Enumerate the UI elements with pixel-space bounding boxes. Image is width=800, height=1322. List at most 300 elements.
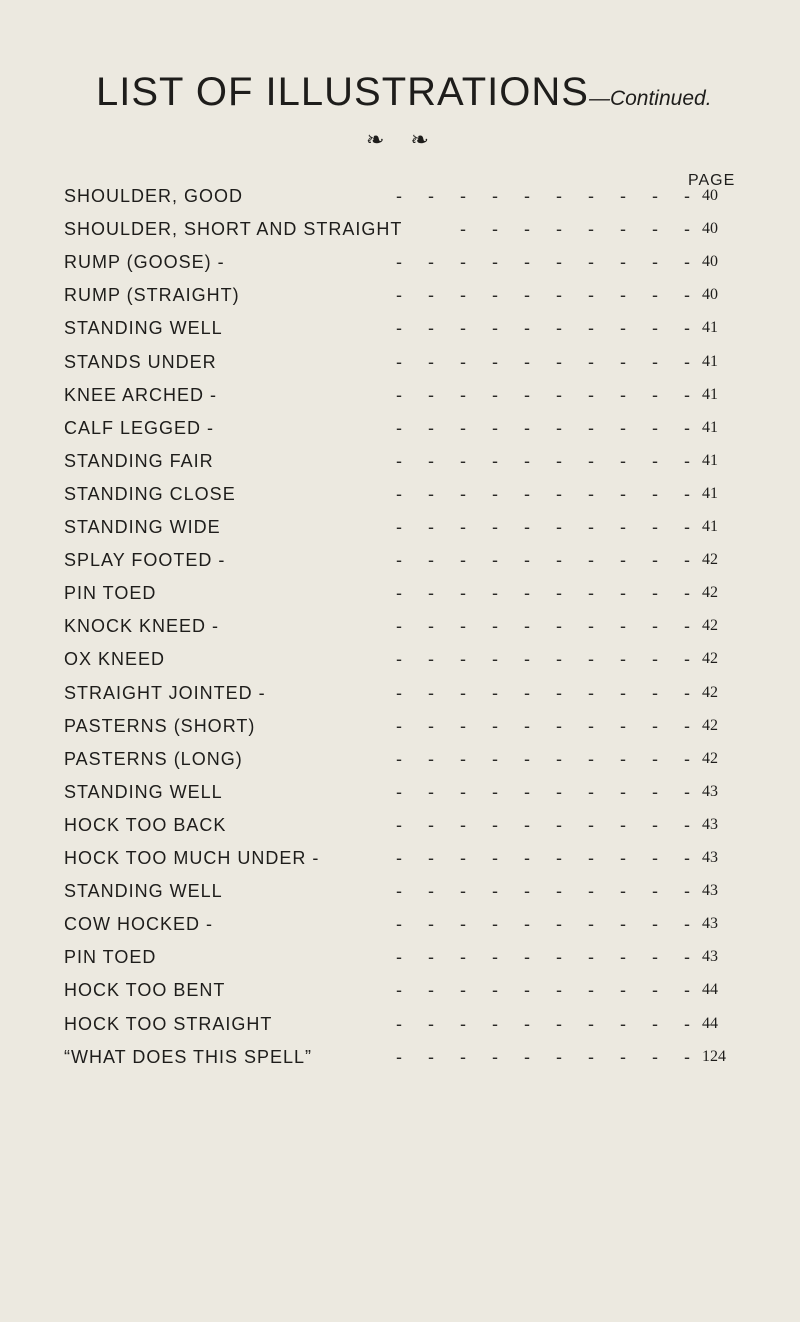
leader-dash: - xyxy=(556,947,563,968)
leader-dash: - xyxy=(684,517,691,537)
entry-label: STANDING CLOSE xyxy=(64,483,236,504)
leader-dash: - xyxy=(524,252,531,273)
leader-dash: - xyxy=(652,881,659,902)
leader-dash: - xyxy=(556,252,563,273)
leader-dash: - xyxy=(428,848,435,868)
entry-page-number: 41 xyxy=(702,451,718,469)
leader-dash: - xyxy=(492,682,499,703)
leader-dash: - xyxy=(620,715,627,736)
leader-dash: - xyxy=(492,186,499,206)
leader-dash: - xyxy=(396,682,403,703)
leader-dash: - xyxy=(556,483,563,504)
leader-dash: - xyxy=(524,483,531,504)
entry-label: PIN TOED xyxy=(64,947,157,968)
entry-label: STANDING WIDE xyxy=(64,517,221,537)
leader-dash: - xyxy=(428,483,435,504)
leader-dash: - xyxy=(588,848,595,868)
leader-dash: - xyxy=(492,881,499,902)
leader-dash: - xyxy=(460,616,467,637)
leader-dash: - xyxy=(524,219,531,240)
list-item xyxy=(64,1047,764,1071)
leader-dash: - xyxy=(428,616,435,637)
leader-dash: - xyxy=(684,483,691,504)
leader-dash: - xyxy=(556,517,563,537)
leader-dash: - xyxy=(396,450,403,471)
leader-dash: - xyxy=(588,814,595,835)
leader-dash: - xyxy=(428,384,435,405)
leader-dash: - xyxy=(396,980,403,1001)
leader-dash: - xyxy=(428,814,435,835)
leader-dash: - xyxy=(524,848,531,868)
leader-dash: - xyxy=(396,781,403,802)
leader-dash: - xyxy=(620,781,627,802)
leader-dash: - xyxy=(652,649,659,670)
leader-dash: - xyxy=(396,252,403,273)
leader-dash: - xyxy=(652,947,659,968)
leader-dash: - xyxy=(684,715,691,736)
entry-page-number: 42 xyxy=(702,683,718,701)
leader-dash: - xyxy=(620,914,627,935)
leader-dash: - xyxy=(492,517,499,537)
leader-dash: - xyxy=(684,351,691,372)
leader-dash: - xyxy=(524,814,531,835)
leader-dash: - xyxy=(524,517,531,537)
leader-dash: - xyxy=(652,1046,659,1067)
leader-dash: - xyxy=(684,450,691,471)
leader-dash: - xyxy=(524,583,531,604)
leader-dash: - xyxy=(460,517,467,537)
leader-dash: - xyxy=(620,814,627,835)
leader-dash: - xyxy=(588,914,595,935)
leader-dash: - xyxy=(652,848,659,868)
leader-dash: - xyxy=(588,384,595,405)
leader-dash: - xyxy=(524,417,531,438)
leader-dash: - xyxy=(684,914,691,935)
list-item xyxy=(64,716,764,740)
leader-dash: - xyxy=(684,219,691,240)
leader-dash: - xyxy=(588,550,595,571)
leader-dash: - xyxy=(524,649,531,670)
leader-dash: - xyxy=(492,914,499,935)
leader-dash: - xyxy=(396,483,403,504)
leader-dash: - xyxy=(492,781,499,802)
leader-dash: - xyxy=(428,881,435,902)
leader-dash: - xyxy=(652,814,659,835)
leader-dash: - xyxy=(556,781,563,802)
leader-dash: - xyxy=(652,914,659,935)
leader-dash: - xyxy=(652,715,659,736)
leader-dash: - xyxy=(524,186,531,206)
entry-label: HOCK TOO BACK xyxy=(64,814,227,835)
leader-dash: - xyxy=(652,351,659,372)
leader-dash: - xyxy=(428,351,435,372)
leader-dash: - xyxy=(684,285,691,306)
leader-dash: - xyxy=(652,417,659,438)
entry-page-number: 42 xyxy=(702,617,718,635)
leader-dash: - xyxy=(396,583,403,604)
leader-dash: - xyxy=(492,1013,499,1034)
list-item xyxy=(64,649,764,673)
leader-dash: - xyxy=(652,219,659,240)
leader-dash: - xyxy=(396,914,403,935)
leader-dash: - xyxy=(684,781,691,802)
entry-page-number: 43 xyxy=(702,782,718,800)
leader-dash: - xyxy=(588,947,595,968)
leader-dash: - xyxy=(428,748,435,769)
leader-dash: - xyxy=(460,980,467,1001)
entry-page-number: 40 xyxy=(702,220,718,238)
leader-dash: - xyxy=(620,947,627,968)
leader-dash: - xyxy=(684,814,691,835)
leader-dash: - xyxy=(396,748,403,769)
leader-dash: - xyxy=(524,781,531,802)
leader-dash: - xyxy=(556,318,563,339)
entry-label: HOCK TOO STRAIGHT xyxy=(64,1013,273,1034)
leader-dash: - xyxy=(652,285,659,306)
entry-label: STANDS UNDER xyxy=(64,351,217,372)
leader-dash: - xyxy=(652,450,659,471)
leader-dash: - xyxy=(492,384,499,405)
leader-dash: - xyxy=(524,1013,531,1034)
leader-dash: - xyxy=(684,848,691,868)
entry-page-number: 42 xyxy=(702,749,718,767)
leader-dash: - xyxy=(492,550,499,571)
leader-dash: - xyxy=(652,748,659,769)
entry-page-number: 44 xyxy=(702,981,718,999)
leader-dash: - xyxy=(652,1013,659,1034)
leader-dash: - xyxy=(396,1013,403,1034)
leader-dash: - xyxy=(652,583,659,604)
leader-dash: - xyxy=(524,914,531,935)
leader-dash: - xyxy=(588,1046,595,1067)
leader-dash: - xyxy=(556,649,563,670)
leader-dash: - xyxy=(556,1013,563,1034)
leader-dash: - xyxy=(588,517,595,537)
entry-label: SHOULDER, GOOD xyxy=(64,186,244,206)
leader-dash: - xyxy=(620,384,627,405)
entry-page-number: 40 xyxy=(702,187,718,204)
leader-dash: - xyxy=(684,881,691,902)
leader-dash: - xyxy=(428,285,435,306)
entry-label: COW HOCKED - xyxy=(64,914,213,935)
leader-dash: - xyxy=(428,914,435,935)
leader-dash: - xyxy=(428,781,435,802)
leader-dash: - xyxy=(524,550,531,571)
list-item xyxy=(64,583,764,607)
leader-dash: - xyxy=(620,252,627,273)
leader-dash: - xyxy=(428,1013,435,1034)
entry-label: SHOULDER, SHORT AND STRAIGHT xyxy=(64,219,403,240)
leader-dash: - xyxy=(460,947,467,968)
leader-dash: - xyxy=(396,947,403,968)
list-item xyxy=(64,1014,764,1038)
leader-dash: - xyxy=(588,781,595,802)
leader-dash: - xyxy=(460,384,467,405)
leader-dash: - xyxy=(524,748,531,769)
leader-dash: - xyxy=(492,980,499,1001)
leader-dash: - xyxy=(684,583,691,604)
leader-dash: - xyxy=(524,980,531,1001)
entry-page-number: 43 xyxy=(702,948,718,966)
leader-dash: - xyxy=(556,583,563,604)
leader-dash: - xyxy=(588,881,595,902)
leader-dash: - xyxy=(396,417,403,438)
leader-dash: - xyxy=(492,947,499,968)
entry-label: “WHAT DOES THIS SPELL” xyxy=(64,1046,313,1067)
leader-dash: - xyxy=(684,649,691,670)
entry-page-number: 41 xyxy=(702,518,718,535)
list-item xyxy=(64,318,764,342)
entry-page-number: 41 xyxy=(702,319,718,337)
leader-dash: - xyxy=(620,748,627,769)
leader-dash: - xyxy=(556,550,563,571)
leader-dash: - xyxy=(460,814,467,835)
leader-dash: - xyxy=(556,186,563,206)
leader-dash: - xyxy=(556,848,563,868)
leader-dash: - xyxy=(492,1046,499,1067)
leader-dash: - xyxy=(396,715,403,736)
leader-dash: - xyxy=(460,649,467,670)
leader-dash: - xyxy=(460,186,467,206)
leader-dash: - xyxy=(652,186,659,206)
entry-label: KNOCK KNEED - xyxy=(64,616,220,637)
leader-dash: - xyxy=(524,450,531,471)
leader-dash: - xyxy=(460,914,467,935)
list-item xyxy=(64,352,764,376)
leader-dash: - xyxy=(492,318,499,339)
leader-dash: - xyxy=(652,682,659,703)
leader-dash: - xyxy=(684,186,691,206)
leader-dash: - xyxy=(684,947,691,968)
leader-dash: - xyxy=(684,1013,691,1034)
leader-dash: - xyxy=(460,1046,467,1067)
leader-dash: - xyxy=(684,417,691,438)
leader-dash: - xyxy=(428,649,435,670)
leader-dash: - xyxy=(396,550,403,571)
leader-dash: - xyxy=(652,517,659,537)
leader-dash: - xyxy=(460,351,467,372)
leader-dash: - xyxy=(684,318,691,339)
leader-dash: - xyxy=(588,583,595,604)
list-item xyxy=(64,186,764,210)
leader-dash: - xyxy=(684,252,691,273)
leader-dash: - xyxy=(524,881,531,902)
list-item xyxy=(64,252,764,276)
list-item xyxy=(64,947,764,971)
leader-dash: - xyxy=(620,616,627,637)
fleuron-icon: ❧ xyxy=(366,128,385,153)
leader-dash: - xyxy=(684,1046,691,1067)
leader-dash: - xyxy=(524,1046,531,1067)
leader-dash: - xyxy=(620,483,627,504)
leader-dash: - xyxy=(524,351,531,372)
leader-dash: - xyxy=(428,947,435,968)
list-item xyxy=(64,815,764,839)
entry-label: STRAIGHT JOINTED - xyxy=(64,682,266,703)
leader-dash: - xyxy=(620,881,627,902)
leader-dash: - xyxy=(588,980,595,1001)
leader-dash: - xyxy=(556,914,563,935)
leader-dash: - xyxy=(556,748,563,769)
leader-dash: - xyxy=(652,616,659,637)
leader-dash: - xyxy=(460,881,467,902)
leader-dash: - xyxy=(492,252,499,273)
leader-dash: - xyxy=(620,517,627,537)
leader-dash: - xyxy=(492,219,499,240)
leader-dash: - xyxy=(684,616,691,637)
leader-dash: - xyxy=(556,384,563,405)
entry-page-number: 41 xyxy=(702,352,718,370)
leader-dash: - xyxy=(588,682,595,703)
list-item xyxy=(64,980,764,1004)
leader-dash: - xyxy=(652,384,659,405)
leader-dash: - xyxy=(428,980,435,1001)
entry-page-number: 41 xyxy=(702,418,718,436)
leader-dash: - xyxy=(396,649,403,670)
leader-dash: - xyxy=(620,219,627,240)
entry-label: PASTERNS (LONG) xyxy=(64,748,243,769)
leader-dash: - xyxy=(556,450,563,471)
entry-page-number: 42 xyxy=(702,650,718,668)
leader-dash: - xyxy=(460,550,467,571)
leader-dash: - xyxy=(492,715,499,736)
leader-dash: - xyxy=(460,748,467,769)
list-item xyxy=(64,914,764,938)
entry-label: RUMP (STRAIGHT) xyxy=(64,285,240,306)
leader-dash: - xyxy=(396,384,403,405)
leader-dash: - xyxy=(620,980,627,1001)
entry-label: STANDING WELL xyxy=(64,781,223,802)
leader-dash: - xyxy=(620,1046,627,1067)
leader-dash: - xyxy=(652,318,659,339)
leader-dash: - xyxy=(652,483,659,504)
leader-dash: - xyxy=(588,186,595,206)
leader-dash: - xyxy=(524,285,531,306)
leader-dash: - xyxy=(588,483,595,504)
list-item xyxy=(64,517,764,541)
leader-dash: - xyxy=(524,616,531,637)
list-item xyxy=(64,749,764,773)
entry-page-number: 43 xyxy=(702,849,718,866)
leader-dash: - xyxy=(492,814,499,835)
entry-label: STANDING FAIR xyxy=(64,450,214,471)
leader-dash: - xyxy=(588,616,595,637)
fleuron-icon: ❧ xyxy=(410,128,429,153)
list-item xyxy=(64,616,764,640)
leader-dash: - xyxy=(620,550,627,571)
entry-page-number: 43 xyxy=(702,815,718,833)
leader-dash: - xyxy=(492,483,499,504)
entry-label: KNEE ARCHED - xyxy=(64,384,218,405)
leader-dash: - xyxy=(684,682,691,703)
leader-dash: - xyxy=(460,219,467,240)
leader-dash: - xyxy=(524,682,531,703)
leader-dash: - xyxy=(460,483,467,504)
leader-dash: - xyxy=(396,881,403,902)
list-item xyxy=(64,484,764,508)
list-item xyxy=(64,451,764,475)
leader-dash: - xyxy=(460,781,467,802)
leader-dash: - xyxy=(460,583,467,604)
leader-dash: - xyxy=(652,550,659,571)
leader-dash: - xyxy=(460,682,467,703)
list-item xyxy=(64,219,764,243)
entry-page-number: 42 xyxy=(702,584,718,602)
leader-dash: - xyxy=(652,980,659,1001)
list-item xyxy=(64,550,764,574)
leader-dash: - xyxy=(460,1013,467,1034)
leader-dash: - xyxy=(396,186,403,206)
leader-dash: - xyxy=(428,550,435,571)
leader-dash: - xyxy=(460,318,467,339)
leader-dash: - xyxy=(620,682,627,703)
leader-dash: - xyxy=(556,980,563,1001)
leader-dash: - xyxy=(556,616,563,637)
leader-dash: - xyxy=(396,351,403,372)
leader-dash: - xyxy=(556,285,563,306)
entry-label: PIN TOED xyxy=(64,583,157,604)
leader-dash: - xyxy=(620,848,627,868)
leader-dash: - xyxy=(556,219,563,240)
entry-page-number: 124 xyxy=(702,1047,726,1065)
leader-dash: - xyxy=(652,252,659,273)
entry-label: PASTERNS (SHORT) xyxy=(64,715,256,736)
leader-dash: - xyxy=(588,219,595,240)
leader-dash: - xyxy=(620,351,627,372)
leader-dash: - xyxy=(620,318,627,339)
entry-page-number: 42 xyxy=(702,551,718,569)
leader-dash: - xyxy=(460,450,467,471)
leader-dash: - xyxy=(524,715,531,736)
leader-dash: - xyxy=(588,318,595,339)
leader-dash: - xyxy=(396,1046,403,1067)
leader-dash: - xyxy=(588,748,595,769)
entry-page-number: 43 xyxy=(702,882,718,900)
entry-label: STANDING WELL xyxy=(64,881,223,902)
list-item xyxy=(64,848,764,872)
leader-dash: - xyxy=(684,384,691,405)
leader-dash: - xyxy=(556,1046,563,1067)
leader-dash: - xyxy=(620,1013,627,1034)
leader-dash: - xyxy=(588,252,595,273)
leader-dash: - xyxy=(428,252,435,273)
leader-dash: - xyxy=(620,417,627,438)
leader-dash: - xyxy=(588,351,595,372)
entry-page-number: 41 xyxy=(702,385,718,403)
list-item xyxy=(64,385,764,409)
leader-dash: - xyxy=(396,318,403,339)
leader-dash: - xyxy=(428,450,435,471)
leader-dash: - xyxy=(492,649,499,670)
leader-dash: - xyxy=(492,417,499,438)
leader-dash: - xyxy=(620,285,627,306)
leader-dash: - xyxy=(684,748,691,769)
leader-dash: - xyxy=(620,583,627,604)
entry-page-number: 40 xyxy=(702,286,718,304)
leader-dash: - xyxy=(684,550,691,571)
leader-dash: - xyxy=(396,517,403,537)
leader-dash: - xyxy=(588,1013,595,1034)
entry-label: SPLAY FOOTED - xyxy=(64,550,226,571)
leader-dash: - xyxy=(492,848,499,868)
list-item xyxy=(64,881,764,905)
leader-dash: - xyxy=(428,186,435,206)
entry-label: STANDING WELL xyxy=(64,318,223,339)
leader-dash: - xyxy=(556,881,563,902)
leader-dash: - xyxy=(492,748,499,769)
page-column-label: PAGE xyxy=(688,172,736,189)
list-item xyxy=(64,418,764,442)
